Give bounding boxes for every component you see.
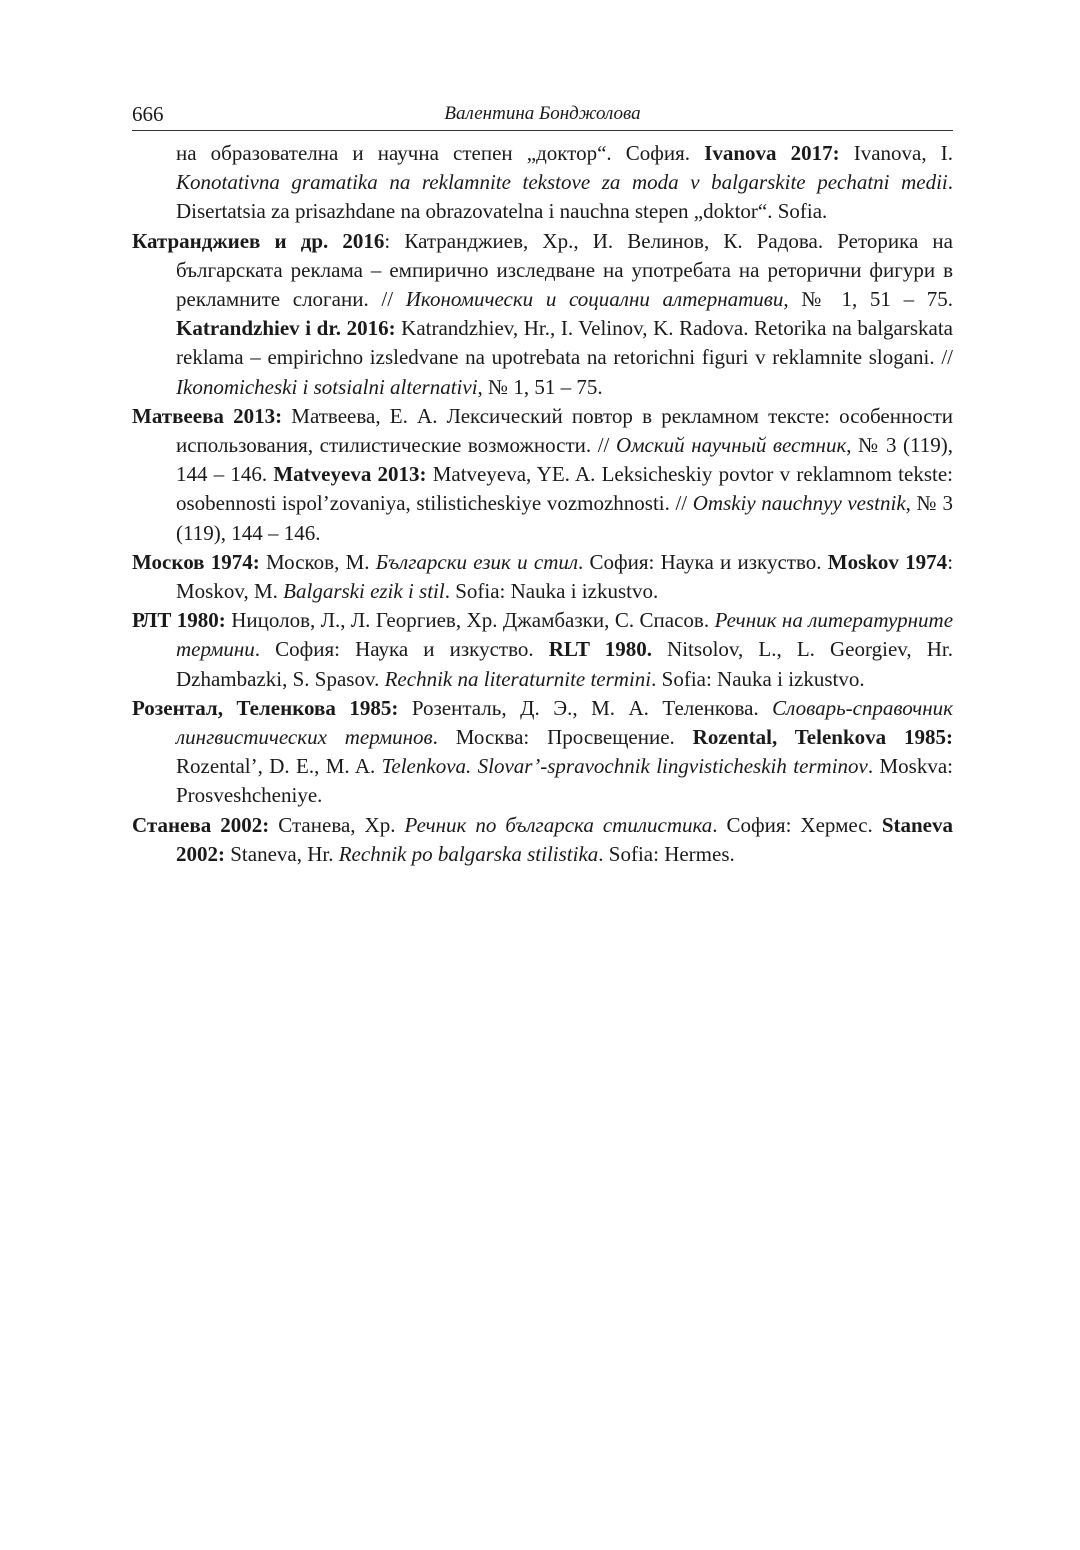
reference-text: Матвеева, Е. А. Лексический повтор в рекламном тексте: особенности использования, стилистические возможности. //	[176, 403, 953, 458]
page	[132, 100, 953, 869]
reference-text: Rozental’, D. E., M. A.	[176, 754, 382, 779]
reference-text: : Moskov, M.	[176, 549, 954, 604]
reference-text: Москов, М.	[259, 549, 376, 574]
reference-text: Matveyeva, YE. A. Leksicheskiy povtor v reklamnom tekste: osobennosti ispol’zovaniya, stilisticheskiye vozmozhnosti. //	[176, 462, 953, 516]
reference-text: , № 1, 51 – 75.	[477, 374, 603, 399]
reference-text: . София: Наука и изкуство.	[254, 637, 549, 662]
reference-key: Staneva 2002:	[176, 812, 954, 866]
reference-key: Ivanova 2017:	[704, 141, 840, 165]
reference-title: Balgarski ezik i stil	[283, 579, 445, 604]
reference-title: Речник по българска стилистика	[404, 812, 713, 837]
reference-key: Matveyeva 2013:	[273, 462, 427, 487]
reference-text: . София: Наука и изкуство.	[578, 549, 828, 574]
running-head: Валентина Бонджолова	[444, 103, 641, 124]
reference-text: : Катранджиев, Хр., И. Велинов, К. Радова. Реторика на българската реклама – емпирично изследване на употребата на реторични фигури в рекламните слогани. //	[176, 228, 953, 312]
reference-key: Розентал, Теленкова 1985:	[132, 695, 399, 720]
reference-entry	[132, 139, 953, 227]
reference-title: Речник на литературните термини	[176, 608, 954, 662]
reference-text: Станева, Хр.	[269, 812, 405, 837]
reference-title: Omskiy nauchnyy vestnik	[692, 491, 906, 516]
reference-text: , № 3 (119), 144 – 146.	[176, 433, 953, 487]
reference-key: Moskov 1974	[827, 549, 948, 574]
reference-entry	[132, 548, 953, 606]
reference-text: . София: Хермес.	[712, 812, 882, 837]
reference-title: Български език и стил	[375, 549, 579, 574]
reference-text: . Sofia: Hermes.	[598, 841, 735, 866]
reference-text: Nitsolov, L., L. Georgiev, Hr. Dzhambazki, S. Spasov.	[176, 637, 954, 691]
reference-title: Rechnik na literaturnite termini	[384, 666, 652, 691]
reference-text: . Disertatsia za prisazhdane na obrazovatelna i nauchna stepen „doktor“. Sofia.	[176, 170, 953, 224]
reference-entry	[132, 402, 953, 548]
reference-entry	[132, 227, 953, 402]
reference-text: , № 1, 51 – 75.	[783, 287, 953, 312]
reference-key: Станева 2002:	[132, 812, 270, 837]
reference-title: Ikonomicheski i sotsialni alternativi	[176, 374, 478, 399]
reference-key: Катранджиев и др. 2016	[132, 228, 385, 253]
reference-text: . Moskva: Prosveshcheniye.	[176, 754, 954, 808]
reference-title: Икономически и социални алтернативи	[405, 287, 784, 312]
reference-text: , № 3 (119), 144 – 146.	[176, 491, 953, 545]
reference-title: Rechnik po balgarska stilistika	[338, 841, 599, 866]
reference-key: Rozental, Telenkova 1985:	[692, 725, 954, 750]
reference-text: Ницолов, Л., Л. Георгиев, Хр. Джамбазки, С. Спасов.	[225, 608, 715, 633]
page-number: 666	[132, 102, 164, 126]
reference-key: Матвеева 2013:	[132, 403, 283, 428]
reference-text: на образователна и научна степен „доктор“. София.	[176, 141, 705, 165]
reference-text: . Sofia: Nauka i izkustvo.	[444, 579, 659, 604]
reference-title: Konotativna gramatika na reklamnite tekstove za moda v balgarskite pechatni medii	[176, 170, 948, 195]
reference-key: Katrandzhiev i dr. 2016:	[176, 316, 396, 341]
reference-key: Москов 1974:	[132, 549, 260, 574]
reference-title: Telenkova. Slovar’-spravochnik lingvisticheskih terminov	[381, 754, 868, 779]
reference-entry	[132, 811, 953, 869]
reference-entry	[132, 606, 953, 694]
reference-text: Staneva, Hr.	[225, 841, 339, 866]
reference-entry	[132, 694, 953, 811]
reference-text: . Москва: Просвещение.	[432, 725, 693, 750]
reference-text: Ivanova, I.	[839, 141, 953, 165]
reference-text: Katrandzhiev, Hr., I. Velinov, K. Radova. Retorika na balgarskata reklama – empirichno izsledvane na upotrebata na retorichni figuri v reklamnite slogani. //	[176, 316, 954, 370]
reference-key: РЛТ 1980:	[132, 608, 226, 633]
reference-key: RLT 1980.	[548, 637, 652, 662]
page-header	[132, 100, 953, 131]
reference-list	[132, 139, 953, 869]
reference-title: Омский научный вестник	[615, 433, 847, 458]
reference-text: . Sofia: Nauka i izkustvo.	[651, 666, 865, 691]
reference-text: Розенталь, Д. Э., М. А. Теленкова.	[398, 695, 773, 720]
reference-title: Словарь-справочник лингвистических терминов	[176, 695, 953, 750]
